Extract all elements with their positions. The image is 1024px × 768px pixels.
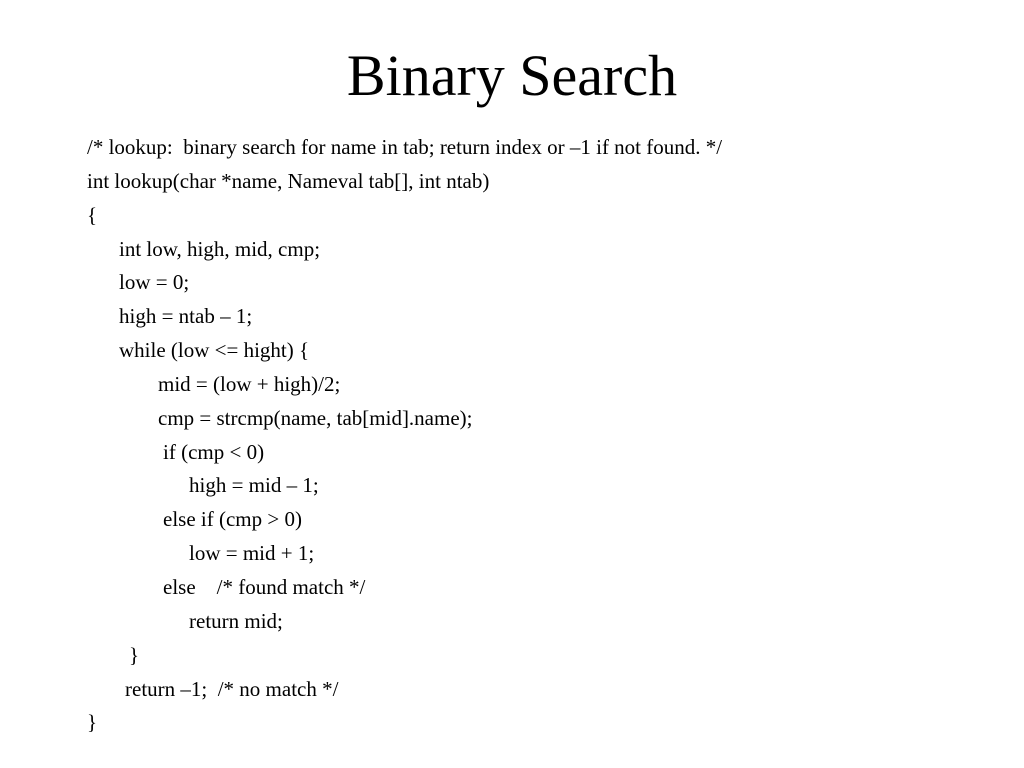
code-line: else if (cmp > 0) xyxy=(163,507,302,532)
code-line: /* lookup: binary search for name in tab; return index or –1 if not found. */ xyxy=(87,135,723,159)
code-line: { xyxy=(87,202,98,227)
code-line: return –1; /* no match */ xyxy=(125,676,339,701)
code-line: low = 0; xyxy=(119,270,190,295)
code-line: return mid; xyxy=(189,608,283,633)
slide-title: Binary Search xyxy=(346,43,678,108)
code-line: else /* found match */ xyxy=(163,574,366,599)
code-line: high = mid – 1; xyxy=(189,473,319,498)
code-line: high = ntab – 1; xyxy=(119,304,253,329)
code-line: } xyxy=(87,710,98,735)
code-line: while (low <= hight) { xyxy=(119,338,310,363)
code-line: } xyxy=(129,642,140,667)
code-line: if (cmp < 0) xyxy=(163,439,265,464)
code-line: int low, high, mid, cmp; xyxy=(119,236,321,261)
code-line: low = mid + 1; xyxy=(189,541,315,566)
code-line: cmp = strcmp(name, tab[mid].name); xyxy=(158,405,473,430)
code-line: mid = (low + high)/2; xyxy=(158,371,341,396)
code-listing xyxy=(87,131,987,740)
code-line: int lookup(char *name, Nameval tab[], int ntab) xyxy=(87,168,490,193)
